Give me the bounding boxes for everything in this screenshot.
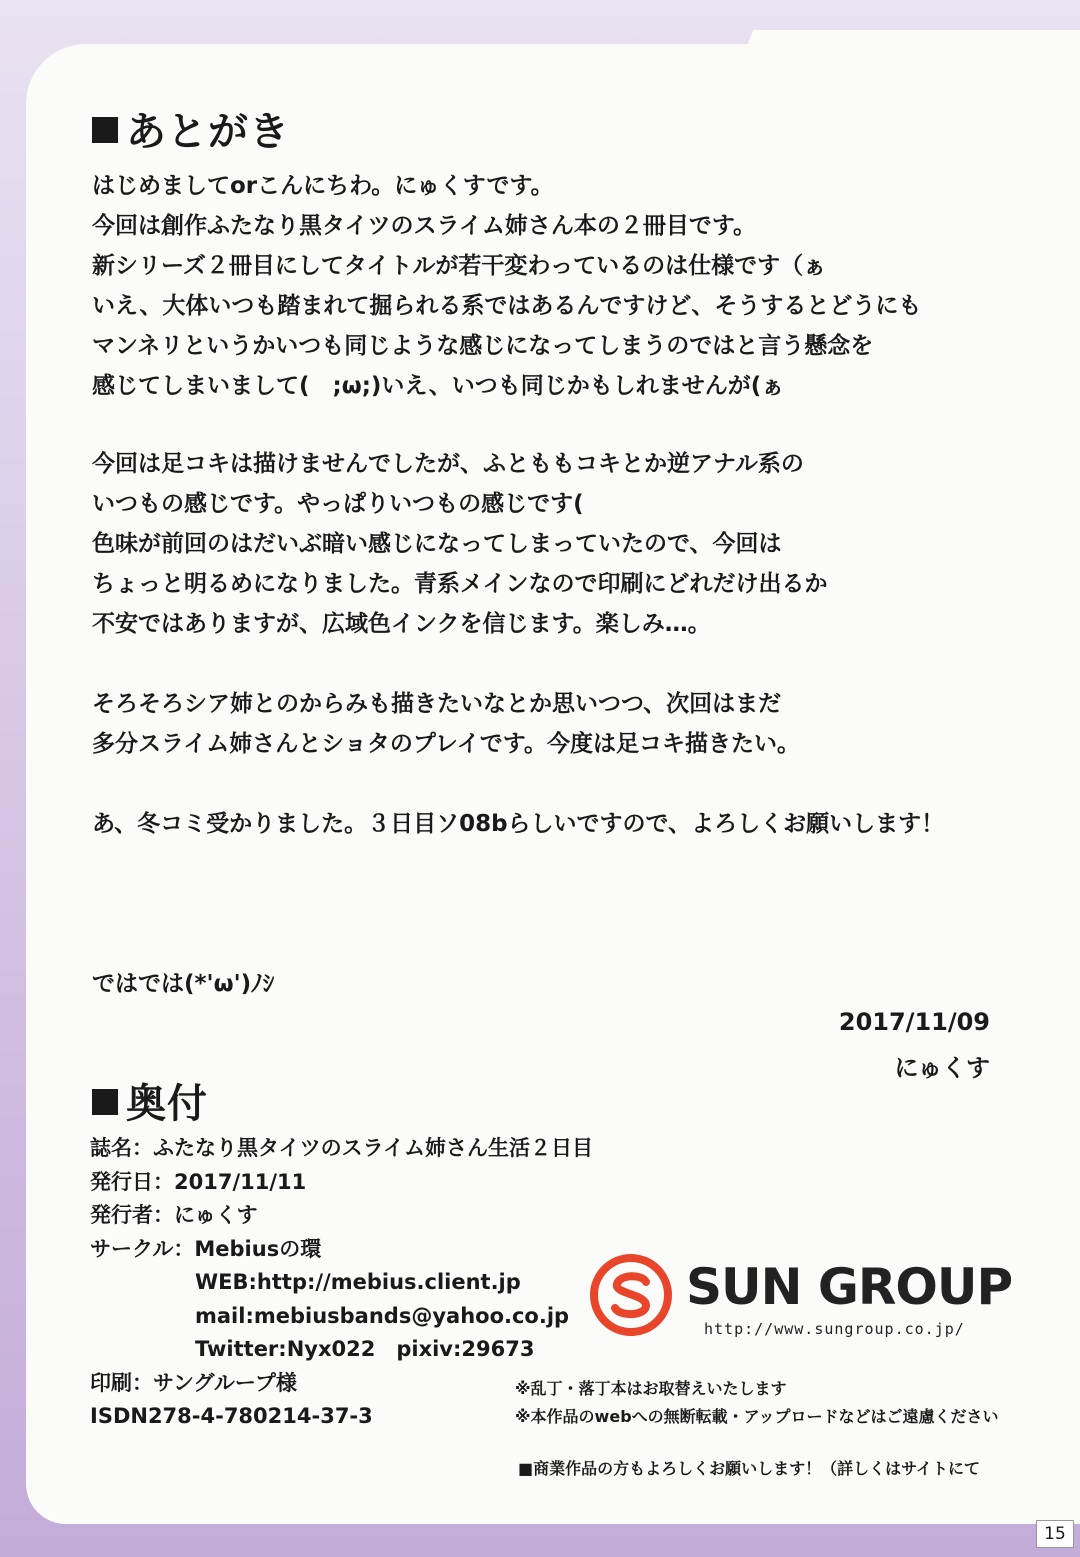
colophon-title-row: 誌名：ふたなり黒タイツのスライム姉さん生活２日目 xyxy=(90,1136,593,1160)
notice-list xyxy=(515,1375,999,1431)
sun-group-logo xyxy=(590,1252,1040,1342)
afterword-date: 2017/11/09 xyxy=(838,1008,990,1036)
afterword-paragraph-3: そろそろシア姉とのからみも描きたいなとか思いつつ、次回はまだ 多分スライム姉さんとショタのプレイです。今度は足コキ描きたい。 xyxy=(92,691,800,757)
colophon-social-row: Twitter:Nyx022 pixiv:29673 xyxy=(195,1337,535,1361)
colophon-heading: 奥付 xyxy=(92,1072,208,1129)
sun-group-mark-icon xyxy=(590,1254,672,1336)
page-number: 15 xyxy=(1036,1520,1074,1548)
afterword-signoff: ではでは(*'ω')ﾉｼ xyxy=(92,971,275,997)
logo-url: http://www.sungroup.co.jp/ xyxy=(704,1320,965,1338)
square-bullet-icon xyxy=(92,1089,118,1115)
notice-item: ※乱丁・落丁本はお取替えいたします xyxy=(515,1379,787,1398)
afterword-paragraph-2: 今回は足コキは描けませんでしたが、ふとももコキとか逆アナル系の いつもの感じです。やっぱりいつもの感じです( 色味が前回のはだいぶ暗い感じになってしまっていたので、今回は ちょっと明るめになりました。青系メインなので印刷にどれだけ出るか 不安ではありますが、広域色インクを信じます。楽しみ…。 xyxy=(92,451,828,637)
notice-item: ※本作品のwebへの無断転載・アップロードなどはご遠慮ください xyxy=(515,1407,999,1426)
colophon-web-row: WEB:http://mebius.client.jp xyxy=(195,1270,521,1294)
logo-name: SUN GROUP xyxy=(686,1258,1013,1316)
afterword-paragraph-1: はじめましてorこんにちわ。にゅくすです。 今回は創作ふたなり黒タイツのスライム姉さん本の２冊目です。 新シリーズ２冊目にしてタイトルが若干変わっているのは仕様です（ぁ いえ、大体いつも踏まれて掘られる系ではあるんですけど、そうするとどうにも マンネリというかいつも同じような感じになってしまうのではと言う懸念を 感じてしまいまして( ;ω;)いえ、いつも同じかもしれませんが(ぁ xyxy=(92,173,922,399)
colophon-isdn-row: ISDN278-4-780214-37-3 xyxy=(90,1404,373,1428)
colophon-printer-row: 印刷：サングループ様 xyxy=(90,1370,297,1395)
afterword-heading: あとがき xyxy=(92,100,290,157)
colophon-circle-row: サークル：Mebiusの環 xyxy=(90,1236,322,1261)
afterword-author: にゅくす xyxy=(894,1054,990,1082)
afterword-paragraph-4: あ、冬コミ受かりました。３日目ソ08bらしいですので、よろしくお願いします！ xyxy=(92,811,945,837)
colophon-mail-row: mail:mebiusbands@yahoo.co.jp xyxy=(195,1303,570,1328)
colophon-date-row: 発行日：2017/11/11 xyxy=(90,1169,307,1194)
square-bullet-icon xyxy=(92,117,118,143)
colophon-publisher-row: 発行者：にゅくす xyxy=(90,1203,258,1227)
commercial-note: ■商業作品の方もよろしくお願いします！（詳しくはサイトにて xyxy=(518,1459,980,1478)
